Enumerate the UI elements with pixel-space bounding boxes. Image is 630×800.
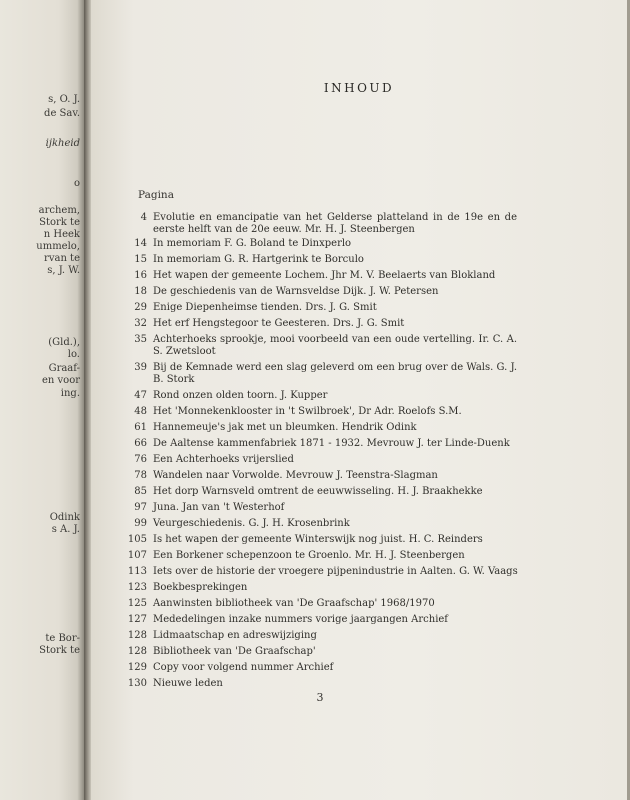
toc-entry-title: De Aaltense kammenfabriek 1871 - 1932. Mevrouw J. ter Linde-Duenk [153,438,510,449]
left-page-fragment: n Heek [43,229,80,240]
toc-page-number: 128 [127,646,147,657]
left-page-fragment: en voor [41,375,80,386]
toc-page-number: 113 [127,566,147,577]
left-page-fragment: ing. [60,388,80,399]
book-gutter [84,0,91,800]
toc-page-number: 14 [134,238,147,249]
left-page-fragment: s A. J. [51,524,80,535]
left-page-fragment: ummelo, [36,241,80,252]
toc-page-number: 99 [134,518,147,529]
toc-entry-title: In memoriam F. G. Boland te Dinxperlo [153,238,352,249]
toc-entry-title: Boekbesprekingen [153,582,248,593]
toc-page-number: 16 [134,270,147,281]
toc-page-number: 123 [127,582,147,593]
toc-entry-title: Copy voor volgend nummer Archief [153,662,334,673]
toc-entry-title: Lidmaatschap en adreswijziging [153,630,317,641]
toc-entry-title: Mededelingen inzake nummers vorige jaargangen Archief [153,614,449,625]
toc-entry-title: Bibliotheek van 'De Graafschap' [153,646,316,657]
left-page-fragment: (Gld.), [48,337,80,348]
toc-entry-title: Bij de Kemnade werd een slag geleverd om een brug over de Wals. G. J. B. Stork [153,362,517,385]
toc-page-number: 76 [134,454,147,465]
toc-entry-title: Wandelen naar Vorwolde. Mevrouw J. Teenstra-Slagman [153,470,438,481]
toc-entry-title: Enige Diepenheimse tienden. Drs. J. G. Smit [153,302,377,313]
toc-entry-title: Het dorp Warnsveld omtrent de eeuwwisseling. H. J. Braakhekke [153,486,483,497]
toc-page-number: 127 [127,614,147,625]
left-page-fragment: ijkheid [45,138,80,149]
left-page-fragment: archem, [38,205,80,216]
toc-entry-title: Het wapen der gemeente Lochem. Jhr M. V. Beelaerts van Blokland [153,270,496,281]
toc-page-number: 35 [134,334,147,345]
left-page-fragment: te Bor- [45,633,80,644]
toc-page-number: 29 [134,302,147,313]
toc-page-number: 130 [127,678,147,689]
toc-page-number: 18 [134,286,147,297]
left-page-fragment: s, J. W. [47,265,80,276]
toc-page-number: 107 [127,550,147,561]
toc-page-number: 66 [134,438,147,449]
toc-entry-title: Rond onzen olden toorn. J. Kupper [153,390,328,401]
toc-entry-title: Achterhoeks sprookje, mooi voorbeeld van een oude vertelling. Ir. C. A. S. Zwetsloot [153,334,517,357]
toc-entry-title: Iets over de historie der vroegere pijpenindustrie in Aalten. G. W. Vaags [153,566,518,577]
toc-page-number: 39 [134,362,147,373]
left-page-fragment: rvan te [44,253,80,264]
toc-entry-title: Veurgeschiedenis. G. J. H. Krosenbrink [153,518,350,529]
toc-page-number: 61 [134,422,147,433]
toc-page-number: 47 [134,390,147,401]
left-page-fragment: Graaf- [48,363,80,374]
toc-entry-title: Het 'Monnekenklooster in 't Swilbroek', Dr Adr. Roelofs S.M. [153,406,462,417]
page-number: 3 [316,691,324,704]
left-page [0,0,84,800]
left-page-fragment: Stork te [39,217,80,228]
toc-entry-title: Het erf Hengstegoor te Geesteren. Drs. J. G. Smit [153,318,405,329]
toc-page-number: 85 [134,486,147,497]
toc-entry-title: In memoriam G. R. Hartgerink te Borculo [153,254,364,265]
toc-page-number: 78 [134,470,147,481]
toc-entry-title: Evolutie en emancipatie van het Gelderse platteland in de 19e en de eerste helft van de 20e eeuw. Mr. H. J. Steenbergen [153,212,517,235]
toc-entry-title: Een Borkener schepenzoon te Groenlo. Mr. H. J. Steenbergen [153,550,465,561]
left-page-fragment: s, O. J. [48,94,80,105]
toc-entry-title: Juna. Jan van 't Westerhof [153,502,285,513]
toc-page-number: 128 [127,630,147,641]
left-page-fragment: lo. [67,349,80,360]
toc-page-number: 97 [134,502,147,513]
toc-page-number: 105 [127,534,147,545]
toc-entry-title: Hannemeuje's jak met un bleumken. Hendrik Odink [153,422,417,433]
toc-entry-title: Is het wapen der gemeente Winterswijk nog juist. H. C. Reinders [153,534,483,545]
toc-page-number: 32 [134,318,147,329]
toc-entry-title: De geschiedenis van de Warnsveldse Dijk. J. W. Petersen [153,286,439,297]
left-page-fragment: de Sav. [44,108,80,119]
left-page-fragment: Stork te [39,645,80,656]
toc-page-number: 125 [127,598,147,609]
toc-page-number: 4 [140,212,147,223]
left-page-fragment: o [73,178,80,189]
toc-page-number: 129 [127,662,147,673]
pagina-label: Pagina [138,189,174,201]
toc-entry-title: Een Achterhoeks vrijerslied [153,454,294,465]
left-page-fragment: Odink [49,512,80,523]
toc-page-number: 48 [134,406,147,417]
toc-entry-title: Nieuwe leden [153,678,223,689]
toc-entry-title: Aanwinsten bibliotheek van 'De Graafschap' 1968/1970 [153,598,435,609]
toc-page-number: 15 [134,254,147,265]
page-title: INHOUD [323,81,395,95]
